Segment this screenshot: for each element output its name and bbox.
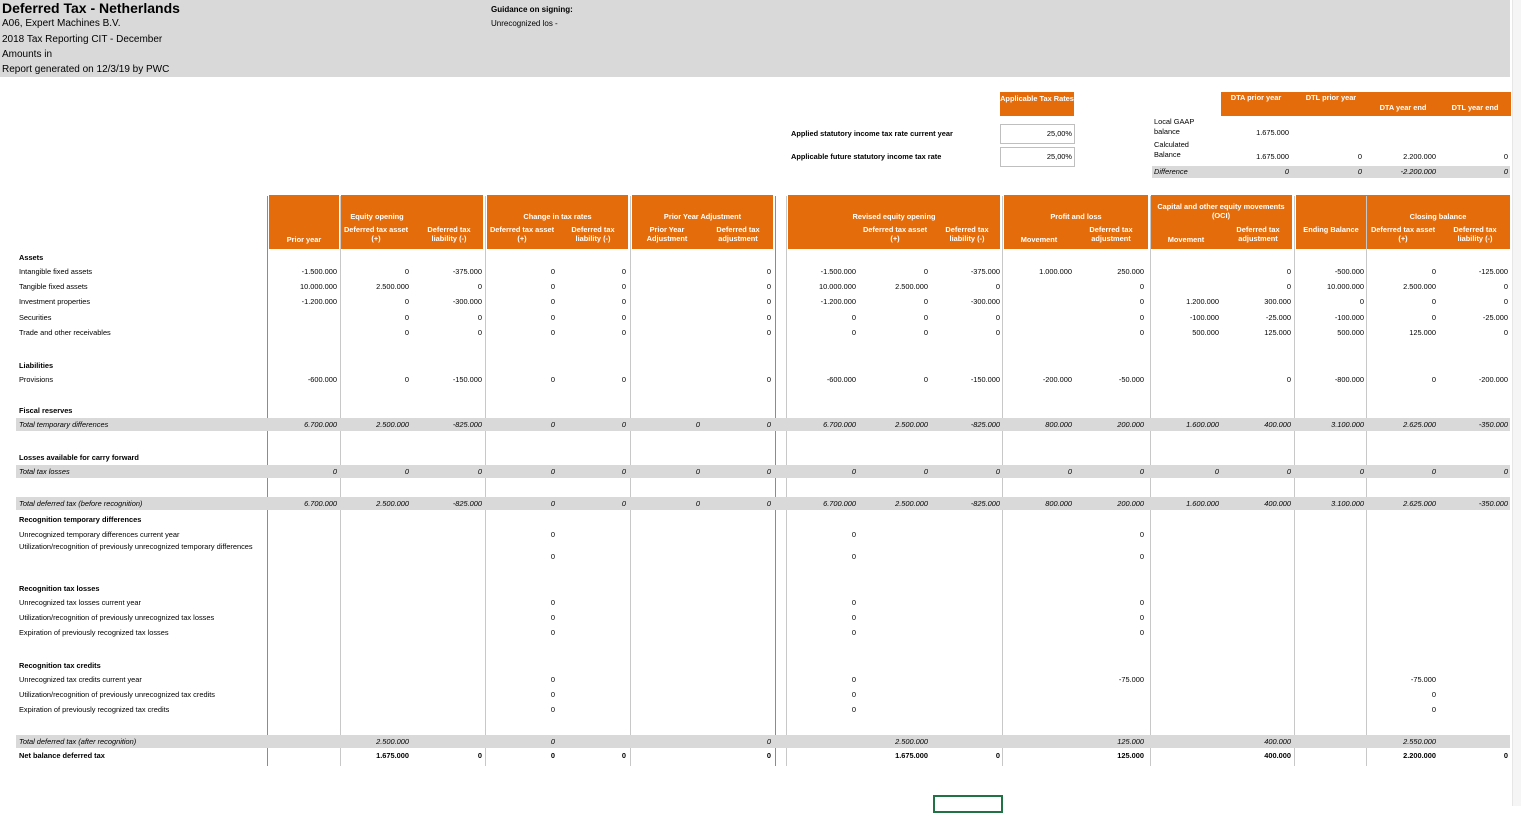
after-cell: 0 xyxy=(550,737,555,746)
current-rate-label: Applied statutory income tax rate current year xyxy=(791,129,953,138)
total-cell: 0 xyxy=(621,467,626,476)
table-cell: 0 xyxy=(995,328,1000,337)
table-cell: 2.500.000 xyxy=(376,282,409,291)
table-cell: 0 xyxy=(1503,297,1508,306)
total-cell: 3.100.000 xyxy=(1331,420,1364,429)
total-cell: 0 xyxy=(1139,467,1144,476)
column-header: Ending Balance xyxy=(1303,225,1359,234)
table-cell: 250.000 xyxy=(1117,267,1144,276)
total-cell: 0 xyxy=(1359,467,1364,476)
total-cell: -825.000 xyxy=(970,420,1000,429)
total-cell: 800.000 xyxy=(1045,499,1072,508)
table-cell: 0 xyxy=(766,328,771,337)
recognition-cell: 0 xyxy=(851,675,856,684)
future-rate-value: 25,00% xyxy=(1046,152,1072,161)
grid-line xyxy=(1294,196,1295,766)
table-cell: -300.000 xyxy=(452,297,482,306)
total-cell: 1.600.000 xyxy=(1186,499,1219,508)
table-cell: 0 xyxy=(1431,313,1436,322)
table-cell: -600.000 xyxy=(307,375,337,384)
table-cell: 0 xyxy=(1139,313,1144,322)
table-cell: 300.000 xyxy=(1264,297,1291,306)
grid-line xyxy=(630,196,631,766)
recon-calculated: Calculated Balance xyxy=(1154,140,1189,159)
total-cell: 0 xyxy=(1214,467,1219,476)
table-cell: 0 xyxy=(621,313,626,322)
column-header: Deferred tax liability (-) xyxy=(427,225,471,243)
total-cell: 2.500.000 xyxy=(895,420,928,429)
after-cell: 2.550.000 xyxy=(1403,737,1436,746)
recognition-label: Expiration of previously recognized tax losses xyxy=(19,628,169,637)
table-cell: 2.500.000 xyxy=(895,282,928,291)
table-cell: -375.000 xyxy=(970,267,1000,276)
guidance-text: Unrecognized los - xyxy=(491,19,558,28)
recognition-cell: 0 xyxy=(550,598,555,607)
reporting-period: 2018 Tax Reporting CIT - December xyxy=(2,34,163,45)
grid-line xyxy=(485,196,486,766)
total-loss-label: Total tax losses xyxy=(19,467,70,476)
total-cell: 400.000 xyxy=(1264,420,1291,429)
total-cell: 0 xyxy=(695,467,700,476)
column-header: Deferred tax adjustment xyxy=(1236,225,1280,243)
column-header: Deferred tax liability (-) xyxy=(571,225,615,243)
net-balance-label: Net balance deferred tax xyxy=(19,751,105,760)
total-cell: 0 xyxy=(1431,467,1436,476)
future-rate-label: Applicable future statutory income tax rate xyxy=(791,152,942,161)
table-cell: 0 xyxy=(766,282,771,291)
grid-line xyxy=(775,196,776,766)
group-prior-year-adj: Prior Year Adjustment xyxy=(663,212,742,221)
table-cell: 0 xyxy=(766,313,771,322)
recognition-cell: 0 xyxy=(550,530,555,539)
table-cell: -150.000 xyxy=(970,375,1000,384)
column-header: Deferred tax asset (+) xyxy=(862,225,928,243)
table-cell: 0 xyxy=(1139,297,1144,306)
section-fiscal: Fiscal reserves xyxy=(19,406,73,415)
total-cell: 0 xyxy=(477,467,482,476)
table-cell: -800.000 xyxy=(1334,375,1364,384)
column-header: Deferred tax adjustment xyxy=(716,225,760,243)
selected-cell[interactable] xyxy=(933,795,1003,813)
table-cell: 0 xyxy=(404,297,409,306)
total-temp-label: Total temporary differences xyxy=(19,420,109,429)
net-cell: 0 xyxy=(1503,751,1508,760)
section-losses: Losses available for carry forward xyxy=(19,453,139,462)
column-header: Deferred tax liability (-) xyxy=(945,225,989,243)
net-cell: 0 xyxy=(995,751,1000,760)
row-label: Intangible fixed assets xyxy=(19,267,93,276)
recognition-cell: -75.000 xyxy=(1118,675,1144,684)
section-rec-losses: Recognition tax losses xyxy=(19,584,100,593)
table-cell: 0 xyxy=(851,313,856,322)
section-rec-credits: Recognition tax credits xyxy=(19,661,101,670)
table-cell: 0 xyxy=(1359,297,1364,306)
table-cell: -600.000 xyxy=(826,375,856,384)
column-header: Movement xyxy=(1167,235,1205,244)
recon-cb-dta-prior: 1.675.000 xyxy=(1256,152,1289,161)
recon-cb-dtl-end: 0 xyxy=(1503,152,1508,161)
total-cell: -825.000 xyxy=(452,499,482,508)
table-cell: 0 xyxy=(621,297,626,306)
row-label: Investment properties xyxy=(19,297,91,306)
total-cell: 0 xyxy=(995,467,1000,476)
recognition-label: Utilization/recognition of previously unrecognized temporary differences xyxy=(19,542,253,551)
total-cell: 400.000 xyxy=(1264,499,1291,508)
table-cell: 0 xyxy=(923,267,928,276)
table-cell: 0 xyxy=(923,328,928,337)
recognition-label: Utilization/recognition of previously unrecognized tax losses xyxy=(19,613,215,622)
table-cell: 0 xyxy=(621,282,626,291)
total-cell: 2.625.000 xyxy=(1403,420,1436,429)
recognition-cell: 0 xyxy=(851,598,856,607)
total-cell: 800.000 xyxy=(1045,420,1072,429)
table-cell: -375.000 xyxy=(452,267,482,276)
table-cell: 0 xyxy=(1286,267,1291,276)
total-cell: 6.700.000 xyxy=(823,499,856,508)
table-cell: 0 xyxy=(550,297,555,306)
after-cell: 2.500.000 xyxy=(376,737,409,746)
table-cell: -25.000 xyxy=(1265,313,1291,322)
grid-line xyxy=(1366,196,1367,766)
net-cell: 1.675.000 xyxy=(895,751,928,760)
table-cell: 0 xyxy=(477,282,482,291)
table-cell: 0 xyxy=(1431,267,1436,276)
total-cell: 0 xyxy=(766,499,771,508)
net-cell: 125.000 xyxy=(1117,751,1144,760)
table-cell: 0 xyxy=(923,375,928,384)
table-cell: 0 xyxy=(923,297,928,306)
total-cell: 0 xyxy=(332,467,337,476)
net-cell: 2.200.000 xyxy=(1403,751,1436,760)
net-cell: 0 xyxy=(550,751,555,760)
net-cell: 0 xyxy=(477,751,482,760)
table-cell: 125.000 xyxy=(1409,328,1436,337)
table-cell: 1.000.000 xyxy=(1039,267,1072,276)
table-cell: 0 xyxy=(851,328,856,337)
recognition-cell: 0 xyxy=(550,552,555,561)
table-cell: 500.000 xyxy=(1337,328,1364,337)
section-liabilities: Liabilities xyxy=(19,361,54,370)
table-cell: -100.000 xyxy=(1334,313,1364,322)
column-header: Deferred tax asset (+) xyxy=(489,225,555,243)
table-cell: 2.500.000 xyxy=(1403,282,1436,291)
total-cell: 2.625.000 xyxy=(1403,499,1436,508)
recon-h-dta-end: DTA year end xyxy=(1379,103,1427,112)
table-cell: -200.000 xyxy=(1042,375,1072,384)
table-cell: 0 xyxy=(923,313,928,322)
total-cell: 200.000 xyxy=(1117,420,1144,429)
column-header: Deferred tax asset (+) xyxy=(1370,225,1436,243)
recognition-cell: 0 xyxy=(550,675,555,684)
total-cell: 0 xyxy=(550,499,555,508)
group-closing: Closing balance xyxy=(1409,212,1467,221)
table-cell: 0 xyxy=(1503,328,1508,337)
after-cell: 400.000 xyxy=(1264,737,1291,746)
table-cell: 0 xyxy=(1431,375,1436,384)
column-header: Deferred tax asset (+) xyxy=(343,225,409,243)
table-cell: 0 xyxy=(404,267,409,276)
group-capital-oci: Capital and other equity movements (OCI) xyxy=(1157,202,1285,220)
total-cell: 2.500.000 xyxy=(376,499,409,508)
recognition-cell: 0 xyxy=(550,613,555,622)
section-assets: Assets xyxy=(19,253,44,262)
recognition-label: Unrecognized tax credits current year xyxy=(19,675,142,684)
table-cell: -500.000 xyxy=(1334,267,1364,276)
total-cell: 0 xyxy=(1286,467,1291,476)
group-equity-opening: Equity opening xyxy=(350,212,404,221)
table-cell: 0 xyxy=(1139,282,1144,291)
table-cell: 0 xyxy=(621,375,626,384)
recognition-cell: 0 xyxy=(851,530,856,539)
total-cell: 2.500.000 xyxy=(895,499,928,508)
total-cell: 0 xyxy=(1067,467,1072,476)
recon-df-dta-prior: 0 xyxy=(1284,167,1289,176)
group-profit-loss: Profit and loss xyxy=(1050,212,1102,221)
table-cell: -100.000 xyxy=(1189,313,1219,322)
table-cell: 0 xyxy=(404,375,409,384)
table-cell: 0 xyxy=(1286,282,1291,291)
total-cell: 0 xyxy=(695,499,700,508)
table-cell: 0 xyxy=(766,375,771,384)
table-cell: 0 xyxy=(1286,375,1291,384)
recognition-cell: 0 xyxy=(550,705,555,714)
vertical-scrollbar[interactable] xyxy=(1512,0,1521,806)
table-cell: 0 xyxy=(550,313,555,322)
table-cell: -1.200.000 xyxy=(301,297,337,306)
table-cell: 0 xyxy=(1431,297,1436,306)
total-cell: 0 xyxy=(695,420,700,429)
table-cell: -200.000 xyxy=(1478,375,1508,384)
total-before-label: Total deferred tax (before recognition) xyxy=(19,499,143,508)
guidance-title: Guidance on signing: xyxy=(491,5,573,14)
total-cell: 0 xyxy=(550,467,555,476)
total-cell: -350.000 xyxy=(1478,420,1508,429)
net-cell: 0 xyxy=(621,751,626,760)
total-cell: 0 xyxy=(621,499,626,508)
total-cell: 0 xyxy=(851,467,856,476)
recognition-label: Unrecognized tax losses current year xyxy=(19,598,142,607)
total-cell: 6.700.000 xyxy=(823,420,856,429)
table-cell: 10.000.000 xyxy=(1327,282,1364,291)
recon-h-dta-prior: DTA prior year xyxy=(1230,93,1282,102)
recognition-cell: 0 xyxy=(1431,690,1436,699)
row-label: Provisions xyxy=(19,375,54,384)
recon-df-dtl-end: 0 xyxy=(1503,167,1508,176)
column-header: Deferred tax liability (-) xyxy=(1453,225,1497,243)
total-after-label: Total deferred tax (after recognition) xyxy=(19,737,137,746)
total-cell: 1.600.000 xyxy=(1186,420,1219,429)
recognition-label: Expiration of previously recognized tax credits xyxy=(19,705,170,714)
table-cell: 0 xyxy=(1139,328,1144,337)
recon-cb-dta-end: 2.200.000 xyxy=(1403,152,1436,161)
column-header: Prior year xyxy=(286,235,322,244)
net-cell: 1.675.000 xyxy=(376,751,409,760)
row-label: Trade and other receivables xyxy=(19,328,111,337)
table-cell: 0 xyxy=(404,328,409,337)
entity-name: A06, Expert Machines B.V. xyxy=(2,18,121,29)
table-cell: 0 xyxy=(995,313,1000,322)
grid-line xyxy=(786,196,787,766)
total-cell: 6.700.000 xyxy=(304,499,337,508)
recon-df-dta-end: -2.200.000 xyxy=(1400,167,1436,176)
recon-local-gaap: Local GAAP balance xyxy=(1154,117,1195,136)
table-cell: 500.000 xyxy=(1192,328,1219,337)
total-cell: -825.000 xyxy=(970,499,1000,508)
table-cell: 125.000 xyxy=(1264,328,1291,337)
total-cell: 0 xyxy=(766,467,771,476)
table-cell: 0 xyxy=(766,297,771,306)
after-cell: 2.500.000 xyxy=(895,737,928,746)
recognition-cell: 0 xyxy=(851,613,856,622)
total-cell: 0 xyxy=(766,420,771,429)
total-cell: 0 xyxy=(621,420,626,429)
recognition-cell: 0 xyxy=(851,628,856,637)
table-cell: -25.000 xyxy=(1482,313,1508,322)
recognition-cell: 0 xyxy=(1139,552,1144,561)
report-header xyxy=(0,0,1510,77)
recon-lg-dta-prior: 1.675.000 xyxy=(1256,128,1289,137)
row-label: Tangible fixed assets xyxy=(19,282,88,291)
recon-df-dtl-prior: 0 xyxy=(1357,167,1362,176)
net-cell: 400.000 xyxy=(1264,751,1291,760)
total-cell: 0 xyxy=(404,467,409,476)
recognition-cell: 0 xyxy=(1139,613,1144,622)
after-cell: 0 xyxy=(766,737,771,746)
grid-line xyxy=(267,196,268,766)
recognition-cell: 0 xyxy=(851,690,856,699)
column-header: Prior Year Adjustment xyxy=(646,225,688,243)
table-cell: -1.500.000 xyxy=(820,267,856,276)
table-cell: 0 xyxy=(621,328,626,337)
recognition-cell: 0 xyxy=(851,552,856,561)
total-cell: 200.000 xyxy=(1117,499,1144,508)
recognition-cell: 0 xyxy=(550,628,555,637)
recognition-cell: 0 xyxy=(550,690,555,699)
recognition-cell: 0 xyxy=(1139,628,1144,637)
group-revised-equity: Revised equity opening xyxy=(852,212,936,221)
grid-line xyxy=(1002,196,1003,766)
recognition-label: Unrecognized temporary differences current year xyxy=(19,530,180,539)
table-cell: 10.000.000 xyxy=(300,282,337,291)
table-cell: 0 xyxy=(550,328,555,337)
column-header: Movement xyxy=(1020,235,1058,244)
amounts-label: Amounts in xyxy=(2,49,53,60)
recon-h-dtl-end: DTL year end xyxy=(1451,103,1499,112)
recognition-cell: 0 xyxy=(1431,705,1436,714)
table-cell: -125.000 xyxy=(1478,267,1508,276)
recognition-cell: 0 xyxy=(1139,598,1144,607)
total-cell: -825.000 xyxy=(452,420,482,429)
recognition-cell: -75.000 xyxy=(1410,675,1436,684)
total-cell: 0 xyxy=(1503,467,1508,476)
table-cell: 0 xyxy=(995,282,1000,291)
recon-cb-dtl-prior: 0 xyxy=(1357,152,1362,161)
table-cell: 0 xyxy=(1503,282,1508,291)
total-cell: 2.500.000 xyxy=(376,420,409,429)
table-cell: -300.000 xyxy=(970,297,1000,306)
total-cell: 6.700.000 xyxy=(304,420,337,429)
total-cell: -350.000 xyxy=(1478,499,1508,508)
total-cell: 0 xyxy=(923,467,928,476)
grid-line xyxy=(1150,196,1151,766)
recognition-label: Utilization/recognition of previously unrecognized tax credits xyxy=(19,690,215,699)
recon-h-dtl-prior: DTL prior year xyxy=(1305,93,1357,102)
group-change-rates: Change in tax rates xyxy=(523,212,592,221)
recognition-cell: 0 xyxy=(1139,530,1144,539)
recon-difference: Difference xyxy=(1154,167,1188,176)
net-cell: 0 xyxy=(766,751,771,760)
total-cell: 3.100.000 xyxy=(1331,499,1364,508)
table-cell: 0 xyxy=(766,267,771,276)
table-cell: 0 xyxy=(550,375,555,384)
table-cell: -1.200.000 xyxy=(820,297,856,306)
table-cell: -150.000 xyxy=(452,375,482,384)
table-cell: 0 xyxy=(550,282,555,291)
table-cell: 0 xyxy=(550,267,555,276)
row-label: Securities xyxy=(19,313,52,322)
table-cell: 10.000.000 xyxy=(819,282,856,291)
table-cell: -1.500.000 xyxy=(301,267,337,276)
column-header: Deferred tax adjustment xyxy=(1089,225,1133,243)
total-cell: 0 xyxy=(550,420,555,429)
report-title: Deferred Tax - Netherlands xyxy=(2,0,180,16)
current-rate-value: 25,00% xyxy=(1046,129,1072,138)
table-cell: 0 xyxy=(621,267,626,276)
rates-header: Applicable Tax Rates xyxy=(1000,94,1074,103)
after-cell: 125.000 xyxy=(1117,737,1144,746)
table-cell: 0 xyxy=(477,328,482,337)
table-cell: 1.200.000 xyxy=(1186,297,1219,306)
table-cell: 0 xyxy=(404,313,409,322)
table-cell: -50.000 xyxy=(1118,375,1144,384)
recognition-cell: 0 xyxy=(851,705,856,714)
section-rec-temp: Recognition temporary differences xyxy=(19,515,142,524)
generated-label: Report generated on 12/3/19 by PWC xyxy=(2,64,170,75)
table-cell: 0 xyxy=(477,313,482,322)
